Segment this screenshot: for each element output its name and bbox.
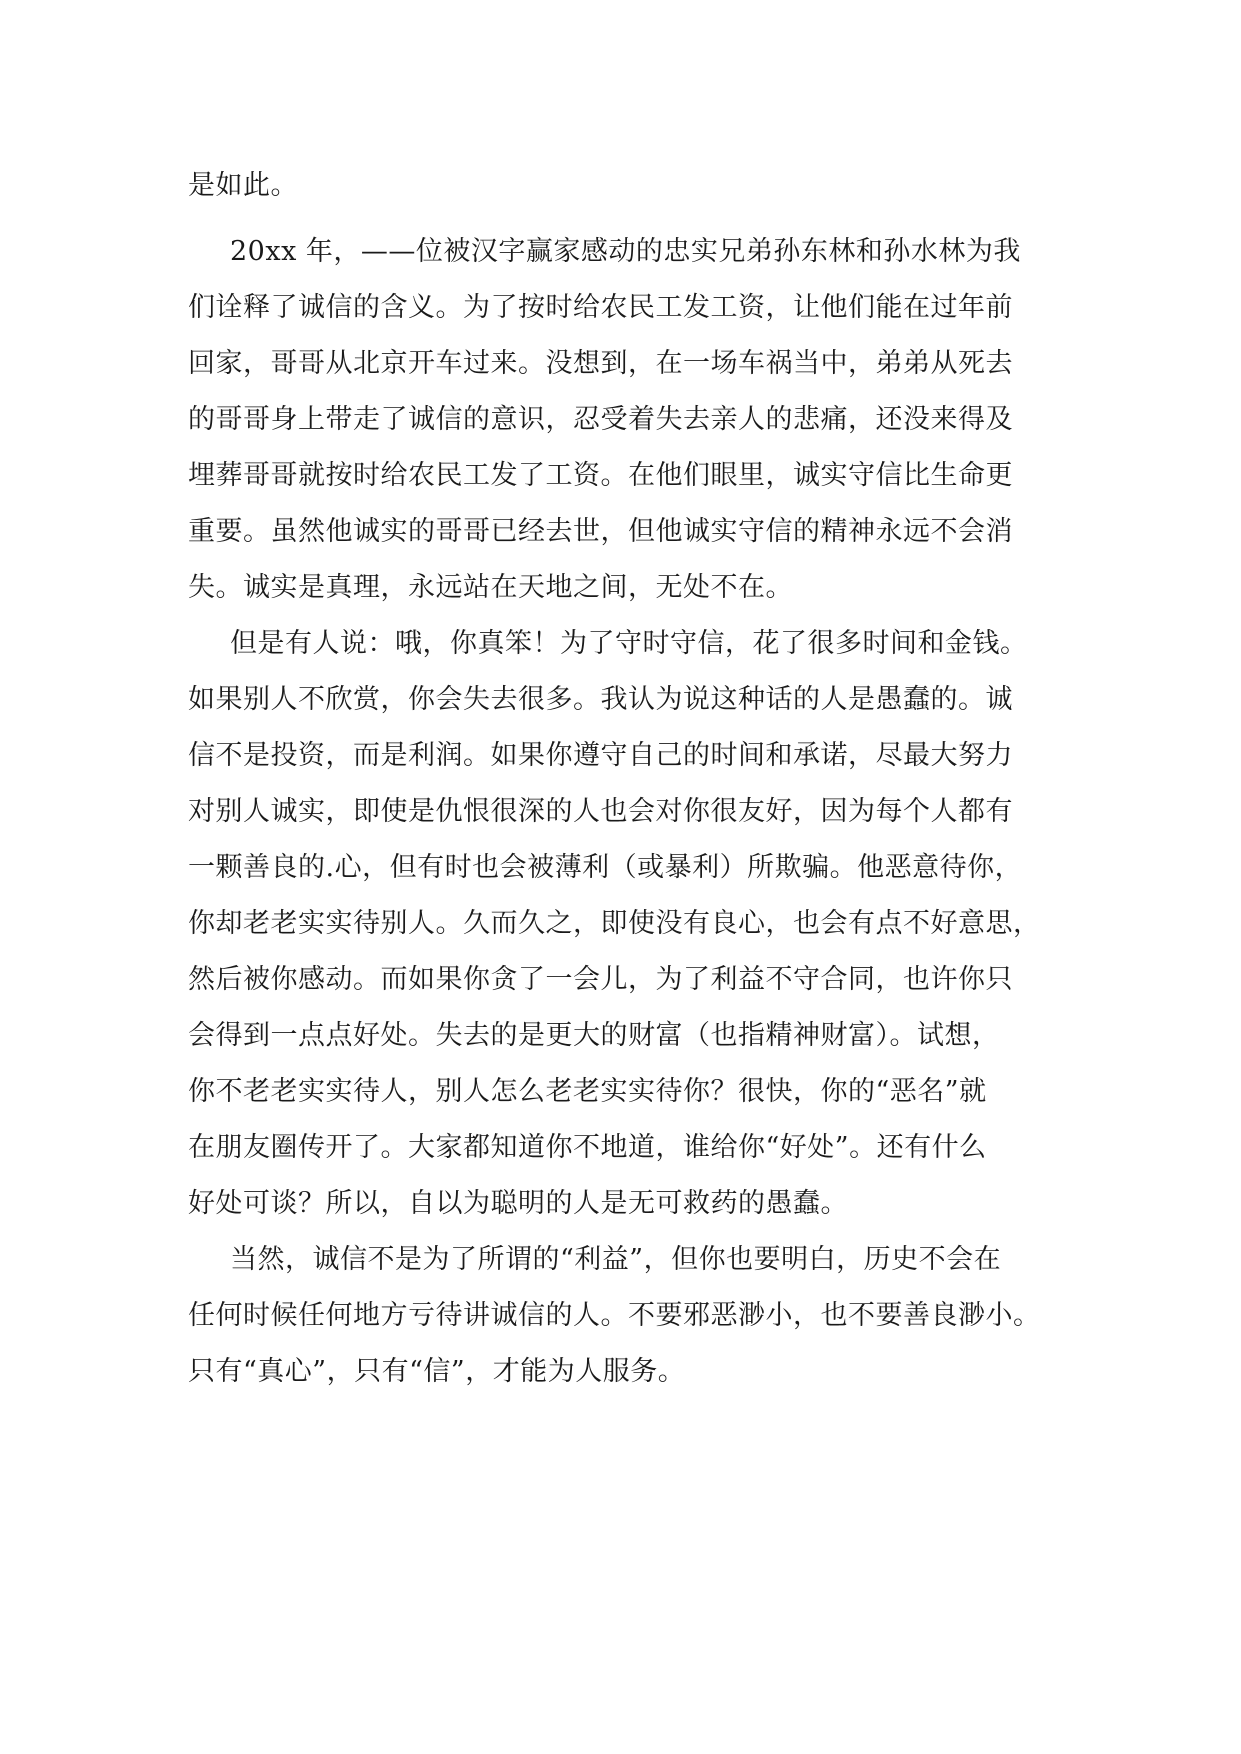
text-line: 信不是投资，而是利润。如果你遵守自己的时间和承诺，尽最大努力 [188,740,1013,771]
text-line: 如果别人不欣赏，你会失去很多。我认为说这种话的人是愚蠢的。诚 [188,684,1013,715]
text-line: 重要。虽然他诚实的哥哥已经去世，但他诚实守信的精神永远不会消 [188,516,1013,547]
text-line: 是如此。 [188,170,298,201]
text-line: 回家，哥哥从北京开车过来。没想到，在一场车祸当中，弟弟从死去 [188,348,1013,379]
paragraph-first-line: 但是有人说：哦，你真笨！为了守时守信，花了很多时间和金钱。 [230,628,1028,659]
text-line: 埋葬哥哥就按时给农民工发了工资。在他们眼里，诚实守信比生命更 [188,460,1013,491]
text-line: 一颗善良的.心，但有时也会被薄利（或暴利）所欺骗。他恶意待你， [188,852,1023,883]
text-line: 你却老老实实待别人。久而久之，即使没有良心，也会有点不好意思， [188,908,1041,939]
text-line: 在朋友圈传开了。大家都知道你不地道，谁给你“好处”。还有什么 [188,1132,987,1163]
text-line: 然后被你感动。而如果你贪了一会儿，为了利益不守合同，也许你只 [188,964,1013,995]
text-line: 失。诚实是真理，永远站在天地之间，无处不在。 [188,572,793,603]
text-line: 会得到一点点好处。失去的是更大的财富（也指精神财富）。试想， [188,1020,1000,1051]
text-line: 你不老老实实待人，别人怎么老老实实待你？很快，你的“恶名”就 [188,1076,987,1107]
text-line: 的哥哥身上带走了诚信的意识，忍受着失去亲人的悲痛，还没来得及 [188,404,1013,435]
paragraph-first-line: 当然，诚信不是为了所谓的“利益”，但你也要明白，历史不会在 [230,1244,1002,1275]
paragraph-first-line: 20xx 年，——位被汉字赢家感动的忠实兄弟孙东林和孙水林为我 [230,236,1021,267]
text-line: 们诠释了诚信的含义。为了按时给农民工发工资，让他们能在过年前 [188,292,1013,323]
text-line: 任何时候任何地方亏待讲诚信的人。不要邪恶渺小，也不要善良渺小。 [188,1300,1041,1331]
text-line: 好处可谈？所以，自以为聪明的人是无可救药的愚蠢。 [188,1188,848,1219]
text-line: 只有“真心”，只有“信”，才能为人服务。 [188,1356,686,1387]
text-line: 对别人诚实，即使是仇恨很深的人也会对你很友好，因为每个人都有 [188,796,1013,827]
